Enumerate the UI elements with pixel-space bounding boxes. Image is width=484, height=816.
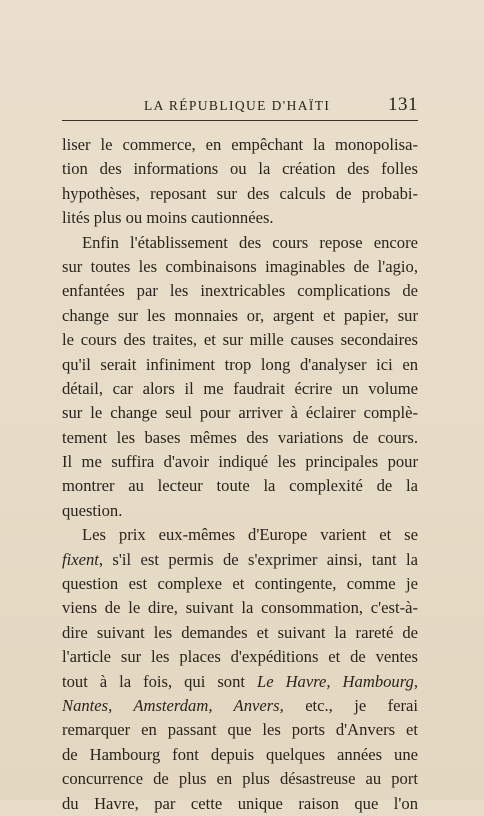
page-number: 131 bbox=[388, 94, 418, 115]
text-line: dire suivant les demandes et suivant la rareté de bbox=[62, 622, 418, 642]
text-line: Il me suffira d'avoir indiqué les principales pour bbox=[62, 452, 418, 472]
text-line: enfantées par les inextricables complications de bbox=[62, 281, 418, 301]
header-rule bbox=[62, 120, 418, 121]
italic-segment: fixent bbox=[62, 549, 99, 569]
text-line: le cours des traites, et sur mille causes secondaires bbox=[62, 330, 418, 350]
text-line: détail, car alors il me faudrait écrire un volume bbox=[62, 378, 418, 398]
text-line: question. bbox=[62, 500, 123, 520]
text-line bbox=[62, 670, 418, 694]
italic-segment: Le Havre, Hambourg, bbox=[256, 671, 418, 691]
text-segment: etc., je ferai bbox=[283, 695, 418, 715]
text-line bbox=[62, 694, 418, 718]
text-line: tion des informations ou la création des folles bbox=[62, 159, 418, 179]
text-line: montrer au lecteur toute la complexité de la bbox=[62, 476, 418, 496]
text-line: concurrence de plus en plus désastreuse au port bbox=[62, 769, 418, 789]
page-header bbox=[62, 96, 418, 124]
italic-segment: Nantes, Amsterdam, Anvers, bbox=[62, 695, 284, 715]
text-line: qu'il serait infiniment trop long d'analyser ici en bbox=[62, 354, 418, 374]
text-segment: , s'il est permis de s'exprimer ainsi, tant la bbox=[98, 549, 418, 569]
text-line: de Hambourg font depuis quelques années une bbox=[62, 744, 418, 764]
text-line: sur le change seul pour arriver à éclairer complè- bbox=[62, 403, 418, 423]
text-line: viens de le dire, suivant la consommation, c'est-à- bbox=[62, 598, 418, 618]
text-line: hypothèses, reposant sur des calculs de probabi- bbox=[62, 183, 418, 203]
text-line: lités plus ou moins cautionnées. bbox=[62, 208, 274, 228]
text-line: l'article sur les places d'expéditions et de ventes bbox=[62, 647, 418, 667]
text-segment: tout à la fois, qui sont bbox=[62, 671, 257, 691]
text-line: Enfin l'établissement des cours repose encore bbox=[82, 232, 418, 252]
text-line: sur toutes les combinaisons imaginables de l'agio, bbox=[62, 256, 418, 276]
text-line: question est complexe et contingente, comme je bbox=[62, 574, 418, 594]
text-line: change sur les monnaies or, argent et papier, sur bbox=[62, 305, 418, 325]
text-line: liser le commerce, en empêchant la monopolisa- bbox=[62, 135, 418, 154]
running-title: LA RÉPUBLIQUE D'HAÏTI bbox=[144, 98, 331, 113]
text-line: remarquer en passant que les ports d'Anvers et bbox=[62, 720, 418, 740]
body-text bbox=[62, 133, 418, 816]
text-line bbox=[62, 548, 418, 572]
text-line: Les prix eux-mêmes d'Europe varient et se bbox=[82, 525, 418, 545]
text-line: tement les bases mêmes des variations de cours. bbox=[62, 427, 418, 447]
text-line: du Havre, par cette unique raison que l'on bbox=[62, 793, 418, 813]
